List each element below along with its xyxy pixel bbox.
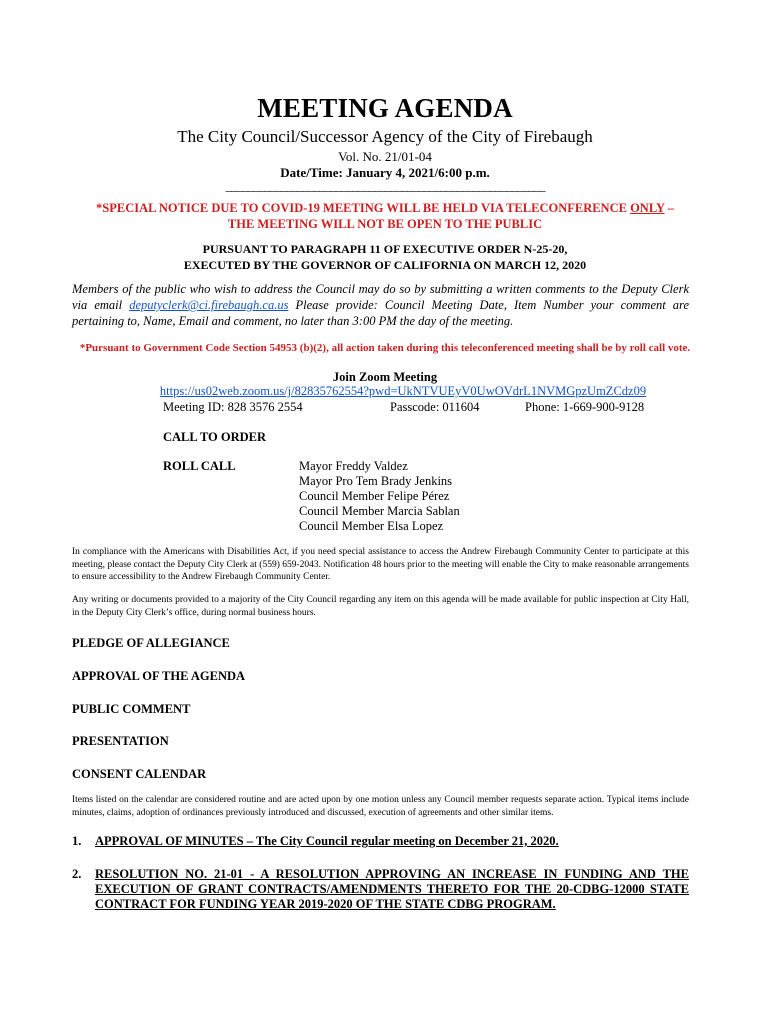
approval-agenda-heading: APPROVAL OF THE AGENDA: [72, 669, 246, 683]
item-text: APPROVAL OF MINUTES – The City Council regular meeting on December 21, 2020.: [95, 834, 559, 848]
roll-call-member: Mayor Pro Tem Brady Jenkins: [299, 474, 453, 488]
deputy-clerk-email-link[interactable]: deputyclerk@ci.firebaugh.ca.us: [129, 298, 289, 312]
notice-line2: THE MEETING WILL NOT BE OPEN TO THE PUBLIC: [227, 217, 543, 231]
zoom-link[interactable]: https://us02web.zoom.us/j/82835762554?pwd=UkNTVUEyV0UwOVdrL1NVMGpzUmZCdz09: [159, 384, 647, 398]
gov-code-notice: *Pursuant to Government Code Section 54953 (b)(2), all action taken during this teleconferenced meeting shall be by roll call vote.: [79, 342, 691, 354]
roll-call-member: Council Member Marcia Sablan: [299, 504, 460, 518]
documents-paragraph: Any writing or documents provided to a majority of the City Council regarding any item on this agenda will be made available for public inspection at City Hall, in the Deputy City Clerk’s office, during normal business hours.: [72, 595, 689, 618]
members-text-before: Members of the public who wish to address the Council may do so by submitting a written comments to the Deputy Clerk via email: [72, 282, 689, 312]
zoom-passcode: Passcode: 011604: [390, 400, 480, 414]
call-to-order-heading: CALL TO ORDER: [163, 430, 267, 444]
agenda-item-2: [72, 867, 689, 915]
page-subtitle: The City Council/Successor Agency of the City of Firebaugh: [177, 127, 593, 146]
volume-number: Vol. No. 21/01-04: [338, 149, 432, 164]
zoom-heading: Join Zoom Meeting: [332, 370, 438, 384]
executive-order-notice: [75, 241, 695, 273]
item-number: 1.: [72, 834, 82, 848]
presentation-heading: PRESENTATION: [72, 734, 169, 748]
roll-call-member: Council Member Elsa Lopez: [299, 519, 444, 533]
public-comment-instructions: [72, 281, 689, 329]
item-number: 2.: [72, 867, 82, 881]
pursuant-line1: PURSUANT TO PARAGRAPH 11 OF EXECUTIVE ORDER N-25-20,: [202, 242, 568, 256]
roll-call-list: [299, 459, 460, 534]
pledge-heading: PLEDGE OF ALLEGIANCE: [72, 636, 230, 650]
roll-call-member: Council Member Felipe Pérez: [299, 489, 450, 503]
roll-call-heading: ROLL CALL: [163, 459, 236, 473]
agenda-item-1: [72, 834, 689, 850]
public-comment-heading: PUBLIC COMMENT: [72, 702, 191, 716]
header-rule: __________________________________________________________: [225, 178, 545, 193]
consent-calendar-heading: CONSENT CALENDAR: [72, 767, 207, 781]
notice-only: ONLY: [630, 201, 665, 215]
meeting-datetime: Date/Time: January 4, 2021/6:00 p.m.: [280, 165, 490, 180]
pursuant-line2: EXECUTED BY THE GOVERNOR OF CALIFORNIA ON MARCH 12, 2020: [183, 258, 587, 272]
notice-text-after: –: [664, 201, 674, 215]
notice-text-before: *SPECIAL NOTICE DUE TO COVID-19 MEETING WILL BE HELD VIA TELECONFERENCE: [96, 201, 631, 215]
ada-paragraph: In compliance with the Americans with Disabilities Act, if you need special assistance to access the Andrew Firebaugh Community Center to participate at this meeting, please contact the Deputy City Clerk at (559) 659-2043. Notification 48 hours prior to the meeting will enable the City to make reasonable arrangements to ensure accessibility to the Andrew Firebaugh Community Center.: [72, 547, 689, 582]
consent-paragraph: Items listed on the calendar are considered routine and are acted upon by one motion unless any Council member requests separate action. Typical items include minutes, claims, adoption of ordinances previously introduced and discussed, execution of agreements and other similar items.: [72, 795, 689, 818]
roll-call-member: Mayor Freddy Valdez: [299, 459, 408, 473]
zoom-phone: Phone: 1-669-900-9128: [525, 400, 645, 414]
members-text-after: Please provide: Council Meeting Date, Item Number your comment are pertaining to, Name, Email and comment, no later than 3:00 PM the day of the meeting.: [72, 298, 689, 328]
special-notice: [75, 200, 695, 232]
page-title: MEETING AGENDA: [257, 93, 513, 123]
item-text: RESOLUTION NO. 21-01 - A RESOLUTION APPROVING AN INCREASE IN FUNDING AND THE EXECUTION OF GRANT CONTRACTS/AMENDMENTS THERETO FOR THE 20-CDBG-12000 STATE CONTRACT FOR FUNDING YEAR 2019-2020 OF THE STATE CDBG PROGRAM.: [95, 867, 689, 911]
zoom-meeting-id: Meeting ID: 828 3576 2554: [163, 400, 303, 414]
